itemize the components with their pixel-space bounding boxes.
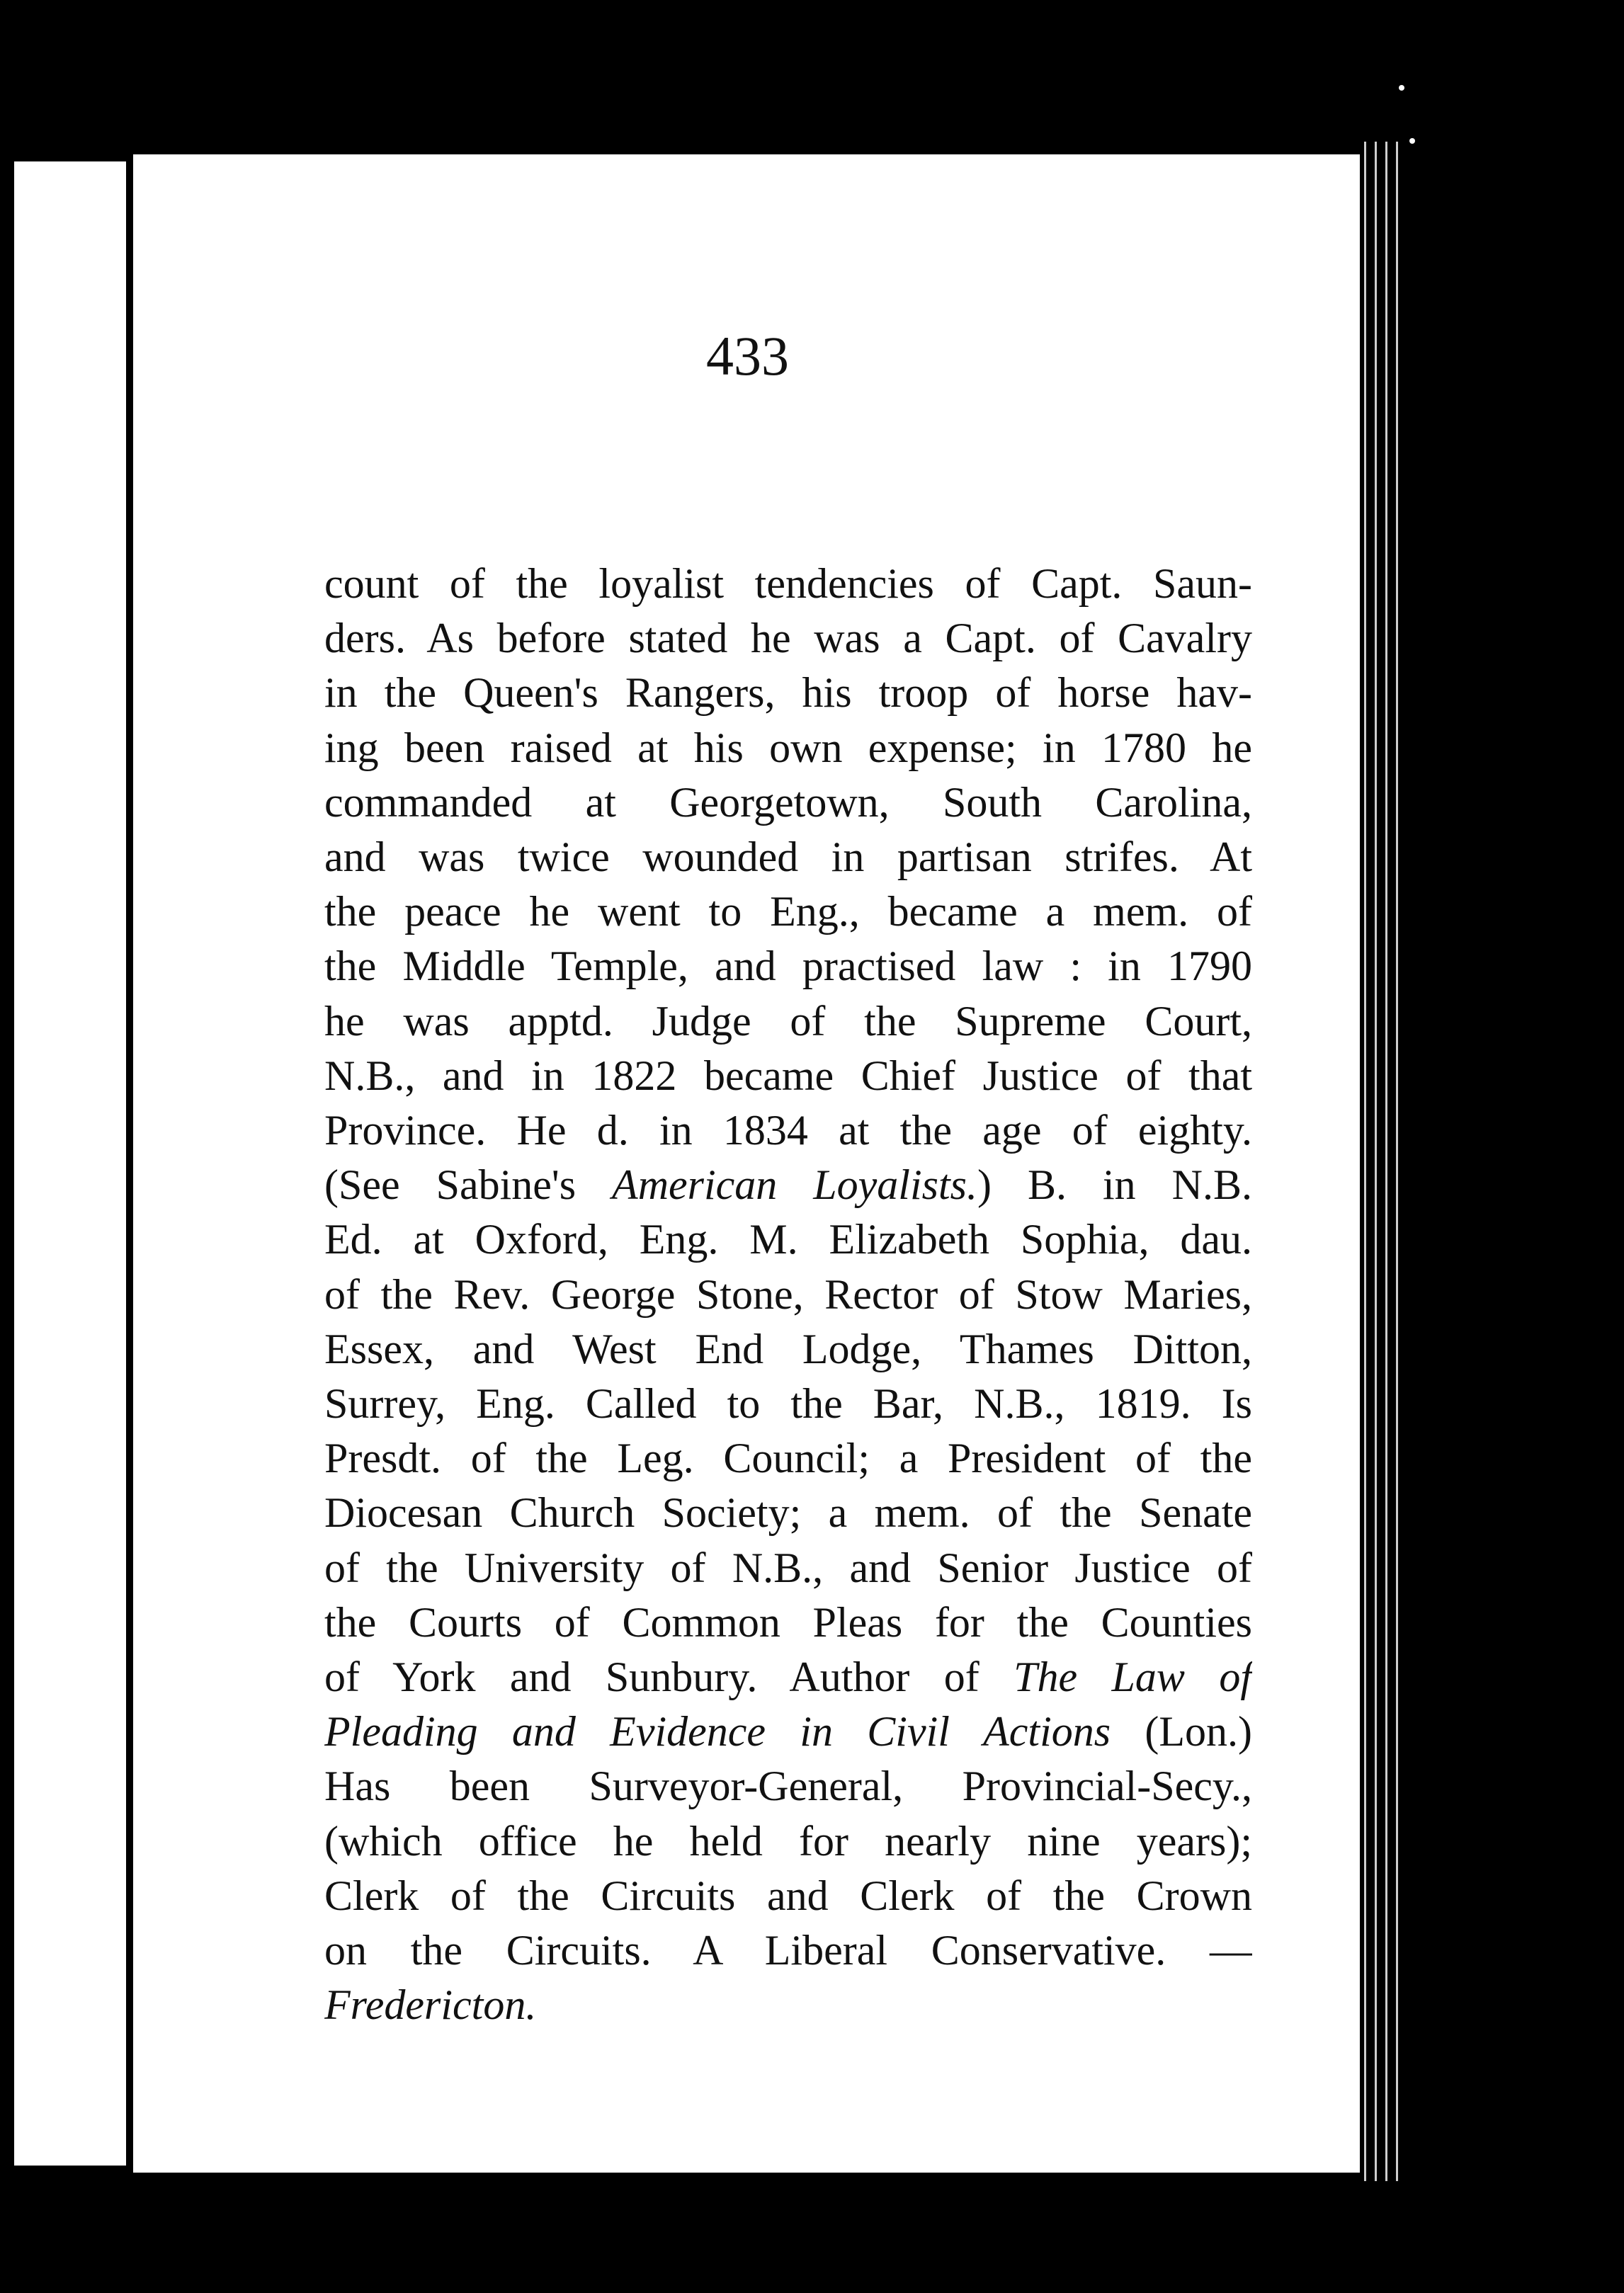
scan-speck xyxy=(1409,138,1415,144)
text-line xyxy=(324,1814,1252,1869)
text-run: Diocesan Church Society; a mem. of the Senate xyxy=(324,1489,1252,1537)
page-text xyxy=(324,557,1252,2032)
text-run: Fredericton. xyxy=(324,1981,537,2029)
text-line xyxy=(324,557,1252,611)
text-run: Province. He d. in 1834 at the age of eighty. xyxy=(324,1107,1252,1154)
text-run: of the Rev. George Stone, Rector of Stow Maries, xyxy=(324,1270,1252,1318)
text-run: in the Queen's Rangers, his troop of horse hav- xyxy=(324,669,1252,717)
text-line xyxy=(324,1978,1252,2032)
book-page xyxy=(126,154,1362,2173)
text-run: ing been raised at his own expense; in 1780 he xyxy=(324,724,1252,771)
text-line xyxy=(324,1923,1252,1978)
text-run: the peace he went to Eng., became a mem. of xyxy=(324,888,1252,935)
text-line xyxy=(324,1705,1252,1759)
text-run: Presdt. of the Leg. Council; a President of the xyxy=(324,1435,1252,1482)
text-run: Clerk of the Circuits and Clerk of the Crown xyxy=(324,1872,1252,1919)
text-run: ) B. in N.B. xyxy=(977,1161,1252,1209)
text-run: ders. As before stated he was a Capt. of Cavalry xyxy=(324,615,1252,662)
text-run: Pleading and Evidence in Civil Actions xyxy=(324,1708,1111,1756)
scan-speck xyxy=(1399,85,1404,91)
text-run: Essex, and West End Lodge, Thames Ditton, xyxy=(324,1325,1252,1372)
text-line xyxy=(324,1541,1252,1595)
text-line xyxy=(324,939,1252,994)
text-line xyxy=(324,775,1252,830)
text-line xyxy=(324,1869,1252,1923)
text-run: Ed. at Oxford, Eng. M. Elizabeth Sophia, dau. xyxy=(324,1216,1252,1263)
text-run: the Middle Temple, and practised law : in 1790 xyxy=(324,943,1252,990)
text-line xyxy=(324,1377,1252,1431)
text-run: The Law of xyxy=(1013,1654,1252,1701)
page-number: 433 xyxy=(706,325,789,387)
text-run: (See Sabine's xyxy=(324,1161,613,1209)
text-line xyxy=(324,994,1252,1049)
text-line xyxy=(324,1650,1252,1705)
text-line xyxy=(324,1322,1252,1377)
text-run: commanded at Georgetown, South Carolina, xyxy=(324,778,1252,826)
text-run: of York and Sunbury. Author of xyxy=(324,1654,1014,1701)
text-line xyxy=(324,611,1252,666)
text-run: (Lon.) xyxy=(1111,1708,1252,1756)
text-line xyxy=(324,1049,1252,1103)
text-run: on the Circuits. A Liberal Conservative. — xyxy=(324,1927,1252,1974)
text-line xyxy=(324,1486,1252,1540)
text-run: and was twice wounded in partisan strifes. At xyxy=(324,833,1252,881)
text-line xyxy=(324,666,1252,720)
text-run: Surrey, Eng. Called to the Bar, N.B., 1819. Is xyxy=(324,1380,1252,1428)
text-line xyxy=(324,884,1252,939)
text-run: he was apptd. Judge of the Supreme Court, xyxy=(324,997,1252,1045)
text-line xyxy=(324,830,1252,884)
text-line xyxy=(324,1431,1252,1486)
text-run: count of the loyalist tendencies of Capt. Saun- xyxy=(324,560,1252,607)
text-run: N.B., and in 1822 became Chief Justice of that xyxy=(324,1052,1252,1099)
text-run: the Courts of Common Pleas for the Counties xyxy=(324,1598,1252,1646)
text-line xyxy=(324,1212,1252,1267)
text-line xyxy=(324,1268,1252,1322)
text-line xyxy=(324,1759,1252,1814)
text-run: (which office he held for nearly nine years); xyxy=(324,1817,1252,1865)
page-stack-edge xyxy=(1360,142,1402,2181)
text-line xyxy=(324,1595,1252,1650)
text-run: of the University of N.B., and Senior Justice of xyxy=(324,1544,1252,1591)
text-run: American Loyalists. xyxy=(612,1161,978,1209)
text-run: Has been Surveyor-General, Provincial-Secy., xyxy=(324,1763,1252,1810)
text-line xyxy=(324,1103,1252,1158)
text-line xyxy=(324,721,1252,775)
text-line xyxy=(324,1158,1252,1212)
